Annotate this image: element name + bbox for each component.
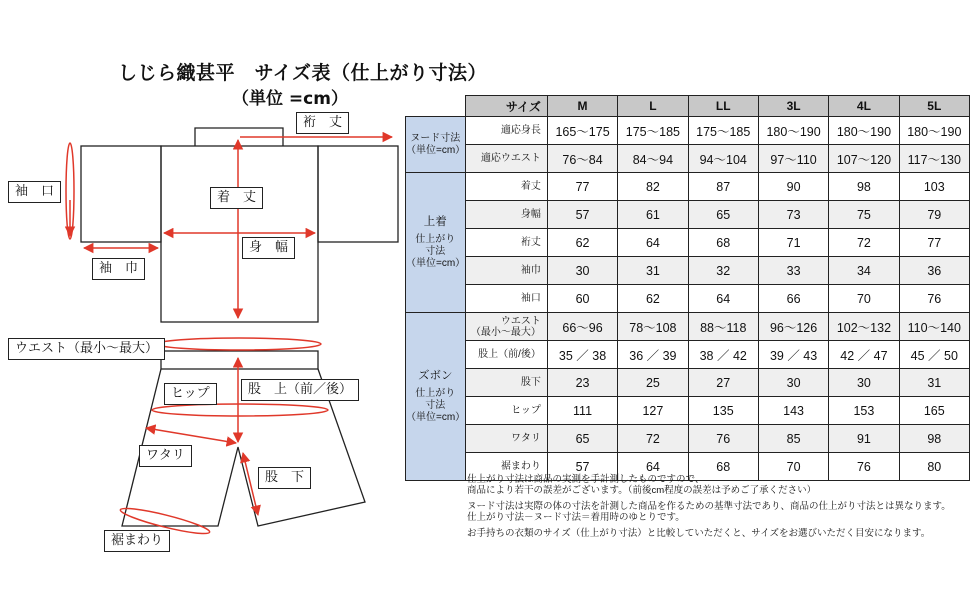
size-value-cell: 98: [829, 173, 899, 201]
row-label: 適応身長: [465, 117, 547, 145]
kitake-label: 着 丈: [210, 187, 263, 209]
table-row: [406, 425, 970, 453]
note-line: ヌード寸法は実際の体の寸法を計測した商品を作るための基準寸法であり、商品の仕上がり寸法とは異なります。: [467, 501, 951, 512]
notes: [467, 474, 951, 539]
size-value-cell: 71: [758, 229, 828, 257]
size-value-cell: 64: [688, 285, 758, 313]
size-value-cell: 64: [618, 453, 688, 481]
size-column-header: LL: [688, 96, 758, 117]
size-value-cell: 39 ／ 43: [758, 341, 828, 369]
size-value-cell: 38 ／ 42: [688, 341, 758, 369]
size-value-cell: 65: [547, 425, 617, 453]
size-value-cell: 77: [899, 229, 969, 257]
size-value-cell: 31: [899, 369, 969, 397]
size-value-cell: 84～94: [618, 145, 688, 173]
size-column-header: 4L: [829, 96, 899, 117]
garment-diagram: [0, 0, 400, 600]
size-value-cell: 76～84: [547, 145, 617, 173]
row-label: 適応ウエスト: [465, 145, 547, 173]
size-value-cell: 79: [899, 201, 969, 229]
size-header-label: サイズ: [465, 96, 547, 117]
size-value-cell: 25: [618, 369, 688, 397]
size-column-header: 3L: [758, 96, 828, 117]
row-label: 身幅: [465, 201, 547, 229]
size-value-cell: 97～110: [758, 145, 828, 173]
size-value-cell: 70: [758, 453, 828, 481]
size-value-cell: 30: [547, 257, 617, 285]
watari-arrow: [146, 428, 236, 443]
size-value-cell: 68: [688, 229, 758, 257]
watari-label: ワタリ: [139, 445, 192, 467]
hip-label: ヒップ: [164, 383, 217, 405]
size-value-cell: 110～140: [899, 313, 969, 341]
size-value-cell: 62: [547, 229, 617, 257]
size-value-cell: 76: [688, 425, 758, 453]
table-row: [406, 369, 970, 397]
group-note: ヌード寸法 （単位=cm）: [406, 132, 466, 156]
size-value-cell: 111: [547, 397, 617, 425]
size-value-cell: 62: [618, 285, 688, 313]
size-value-cell: 45 ／ 50: [899, 341, 969, 369]
size-header-row: [406, 96, 970, 117]
size-value-cell: 57: [547, 201, 617, 229]
waist-label: ウエスト（最小～最大）: [8, 338, 165, 360]
size-value-cell: 68: [688, 453, 758, 481]
size-value-cell: 165～175: [547, 117, 617, 145]
yuki-label: 裄 丈: [296, 112, 349, 134]
row-label: 裾まわり: [465, 453, 547, 481]
size-value-cell: 72: [829, 229, 899, 257]
page-title: しじら織甚平 サイズ表（仕上がり寸法）: [118, 62, 487, 84]
size-value-cell: 153: [829, 397, 899, 425]
group-cell: [406, 117, 466, 173]
table-row: [406, 145, 970, 173]
size-value-cell: 165: [899, 397, 969, 425]
row-label: 袖巾: [465, 257, 547, 285]
size-value-cell: 78～108: [618, 313, 688, 341]
size-value-cell: 72: [618, 425, 688, 453]
susomawari-label: 裾まわり: [104, 530, 170, 552]
size-value-cell: 36: [899, 257, 969, 285]
size-column-header: L: [618, 96, 688, 117]
size-value-cell: 91: [829, 425, 899, 453]
sodehaba-label: 袖 巾: [92, 258, 145, 280]
table-row: [406, 117, 970, 145]
size-value-cell: 96～126: [758, 313, 828, 341]
row-label: 着丈: [465, 173, 547, 201]
size-value-cell: 76: [829, 453, 899, 481]
group-cell: [406, 313, 466, 481]
row-label: 袖口: [465, 285, 547, 313]
size-value-cell: 143: [758, 397, 828, 425]
size-value-cell: 64: [618, 229, 688, 257]
group-name: 上着: [423, 215, 447, 228]
size-value-cell: 34: [829, 257, 899, 285]
size-value-cell: 180～190: [758, 117, 828, 145]
size-value-cell: 61: [618, 201, 688, 229]
size-value-cell: 90: [758, 173, 828, 201]
size-value-cell: 85: [758, 425, 828, 453]
sodeguchi-label: 袖 口: [8, 181, 61, 203]
group-name: ズボン: [418, 369, 453, 382]
matagami-label: 股 上（前／後）: [241, 379, 359, 401]
size-value-cell: 180～190: [829, 117, 899, 145]
size-value-cell: 103: [899, 173, 969, 201]
size-value-cell: 82: [618, 173, 688, 201]
size-value-cell: 77: [547, 173, 617, 201]
matashita-arrow: [243, 453, 258, 515]
size-value-cell: 94～104: [688, 145, 758, 173]
size-value-cell: 175～185: [688, 117, 758, 145]
size-value-cell: 33: [758, 257, 828, 285]
size-value-cell: 32: [688, 257, 758, 285]
unit-label: （単位 =cm）: [232, 89, 348, 109]
size-value-cell: 98: [899, 425, 969, 453]
table-row: [406, 173, 970, 201]
note-line: お手持ちの衣類のサイズ（仕上がり寸法）と比較していただくと、サイズをお選びいただく目安になります。: [467, 528, 931, 539]
size-value-cell: 127: [618, 397, 688, 425]
size-value-cell: 117～130: [899, 145, 969, 173]
row-label: 股下: [465, 369, 547, 397]
size-value-cell: 135: [688, 397, 758, 425]
size-value-cell: 75: [829, 201, 899, 229]
size-value-cell: 76: [899, 285, 969, 313]
size-column-header: M: [547, 96, 617, 117]
group-cell: [406, 173, 466, 313]
table-row: [406, 285, 970, 313]
size-value-cell: 87: [688, 173, 758, 201]
table-row: [406, 229, 970, 257]
size-value-cell: 36 ／ 39: [618, 341, 688, 369]
size-value-cell: 23: [547, 369, 617, 397]
size-value-cell: 175～185: [618, 117, 688, 145]
size-value-cell: 70: [829, 285, 899, 313]
group-note: 仕上がり 寸法 （単位=cm）: [406, 387, 466, 423]
size-value-cell: 65: [688, 201, 758, 229]
mihaba-label: 身 幅: [242, 237, 295, 259]
size-column-header: 5L: [899, 96, 969, 117]
table-row: [406, 201, 970, 229]
table-row: [406, 257, 970, 285]
size-value-cell: 102～132: [829, 313, 899, 341]
size-value-cell: 107～120: [829, 145, 899, 173]
row-label: ウエスト （最小～最大）: [465, 313, 547, 341]
size-value-cell: 31: [618, 257, 688, 285]
table-row: [406, 341, 970, 369]
size-value-cell: 30: [829, 369, 899, 397]
row-label: 股上（前/後）: [465, 341, 547, 369]
note-line: 仕上がり寸法－ヌード寸法＝着用時のゆとりです。: [467, 512, 685, 523]
jacket-outline: [81, 128, 398, 322]
size-value-cell: 73: [758, 201, 828, 229]
size-value-cell: 27: [688, 369, 758, 397]
pants-outline: [122, 351, 365, 526]
size-value-cell: 80: [899, 453, 969, 481]
size-value-cell: 42 ／ 47: [829, 341, 899, 369]
size-value-cell: 30: [758, 369, 828, 397]
size-value-cell: 57: [547, 453, 617, 481]
group-note: 仕上がり 寸法 （単位=cm）: [406, 233, 466, 269]
row-label: ヒップ: [465, 397, 547, 425]
table-row: [406, 313, 970, 341]
size-value-cell: 180～190: [899, 117, 969, 145]
waist-ellipse: [157, 338, 321, 350]
row-label: ワタリ: [465, 425, 547, 453]
size-value-cell: 60: [547, 285, 617, 313]
table-row: [406, 397, 970, 425]
size-value-cell: 88～118: [688, 313, 758, 341]
row-label: 裄丈: [465, 229, 547, 257]
size-value-cell: 35 ／ 38: [547, 341, 617, 369]
note-line: 商品により若干の誤差がございます。（前後cm程度の誤差は予めご了承ください）: [467, 485, 817, 496]
size-table: [405, 95, 970, 481]
size-value-cell: 66: [758, 285, 828, 313]
hip-ellipse: [152, 404, 328, 416]
matashita-label: 股 下: [258, 467, 311, 489]
size-value-cell: 66～96: [547, 313, 617, 341]
note-line: 仕上がり寸法は商品の実測を手計測したものですので、: [467, 474, 705, 485]
